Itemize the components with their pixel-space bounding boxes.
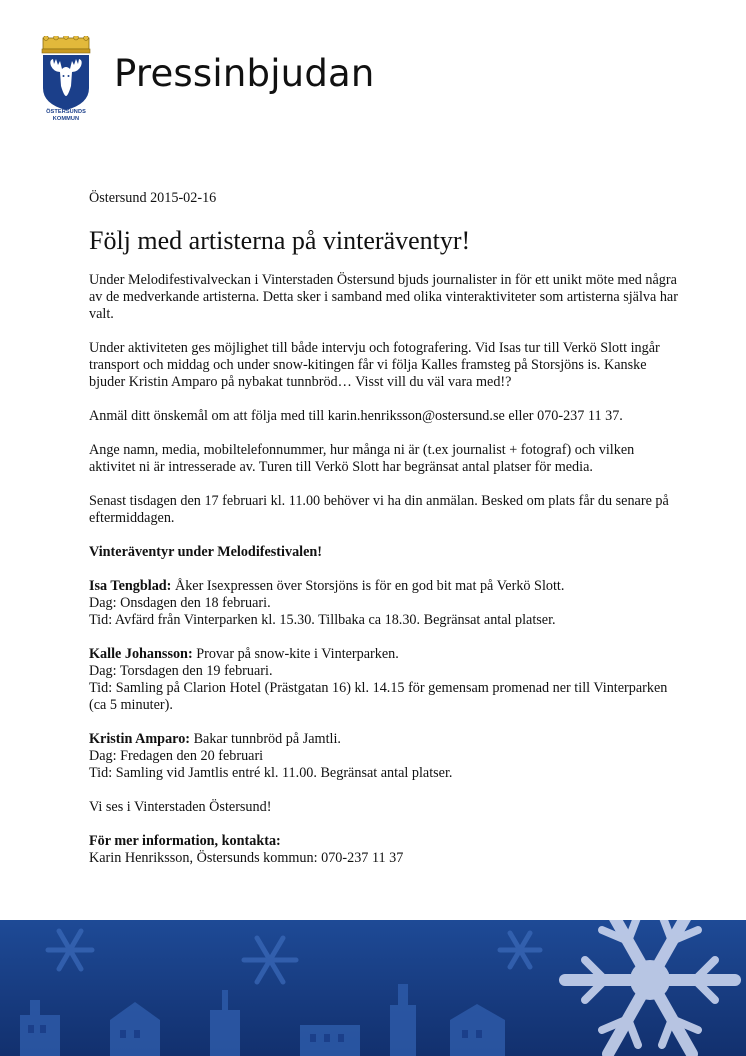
document-body — [89, 190, 679, 867]
paragraph: Under aktiviteten ges möjlighet till både intervju och fotografering. Vid Isas tur till Verkö Slott ingår transport och middag och under snow-kitingen får vi följa Kalles framsteg på Storsjöns is. Kanske bjuder Kristin Amparo på nybakat tunnbröd… Visst vill du väl vara med!? — [89, 340, 660, 390]
document-headline: Följ med artisterna på vinteräventyr! — [89, 226, 471, 255]
winter-pattern-footer — [0, 920, 746, 1056]
page-title: Pressinbjudan — [114, 52, 375, 95]
event-day: Dag: Fredagen den 20 februari — [89, 748, 264, 764]
event-desc: Åker Isexpressen över Storsjöns is för en god bit mat på Verkö Slott. — [171, 578, 565, 594]
paragraph: Ange namn, media, mobiltelefonnummer, hur många ni är (t.ex journalist + fotograf) och vilken aktivitet ni är intresserade av. Turen till Verkö Slott har begränsat antal platser för media. — [89, 442, 635, 475]
paragraph-signup: Anmäl ditt önskemål om att följa med till karin.henriksson@ostersund.se eller 070-237 11 37. — [89, 408, 623, 424]
event-name: Isa Tengblad: — [89, 578, 172, 594]
event-name: Kristin Amparo: — [89, 731, 191, 747]
contact-title: För mer information, kontakta: — [89, 833, 281, 849]
section-title: Vinteräventyr under Melodifestivalen! — [89, 544, 323, 560]
event-desc: Provar på snow-kite i Vinterparken. — [192, 646, 399, 662]
closing-line: Vi ses i Vinterstaden Östersund! — [89, 799, 272, 815]
event-block-kristin — [89, 731, 679, 782]
event-desc: Bakar tunnbröd på Jamtli. — [190, 731, 341, 747]
logo-text — [38, 109, 94, 123]
event-time: Tid: Samling vid Jamtlis entré kl. 11.00. Begränsat antal platser. — [89, 765, 453, 781]
event-name: Kalle Johansson: — [89, 646, 193, 662]
event-block-kalle — [89, 646, 679, 714]
event-block-isa — [89, 578, 679, 629]
event-time: Tid: Samling på Clarion Hotel (Prästgatan 16) kl. 14.15 för gemensam promenad ner till Vinterparken (ca 5 minuter). — [89, 680, 668, 713]
paragraph: Senast tisdagen den 17 februari kl. 11.00 behöver vi ha din anmälan. Besked om plats får du senare på eftermiddagen. — [89, 493, 669, 526]
logo-line-2: KOMMUN — [52, 116, 80, 122]
event-day: Dag: Onsdagen den 18 februari. — [89, 595, 271, 611]
crown-icon — [42, 36, 90, 53]
paragraph: Under Melodifestivalveckan i Vinterstaden Östersund bjuds journalister in för ett unikt möte med några av de medverkande artisterna. Detta sker i samband med olika vinteraktiviteter som artisterna själva har valt. — [89, 272, 678, 322]
event-time: Tid: Avfärd från Vinterparken kl. 15.30. Tillbaka ca 18.30. Begränsat antal platser. — [89, 612, 556, 628]
contact-block — [89, 833, 679, 867]
logo-line-1: ÖSTERSUNDS — [46, 109, 86, 115]
document-date: Östersund 2015-02-16 — [89, 190, 217, 206]
event-day: Dag: Torsdagen den 19 februari. — [89, 663, 273, 679]
contact-line: Karin Henriksson, Östersunds kommun: 070-237 11 37 — [89, 850, 404, 866]
